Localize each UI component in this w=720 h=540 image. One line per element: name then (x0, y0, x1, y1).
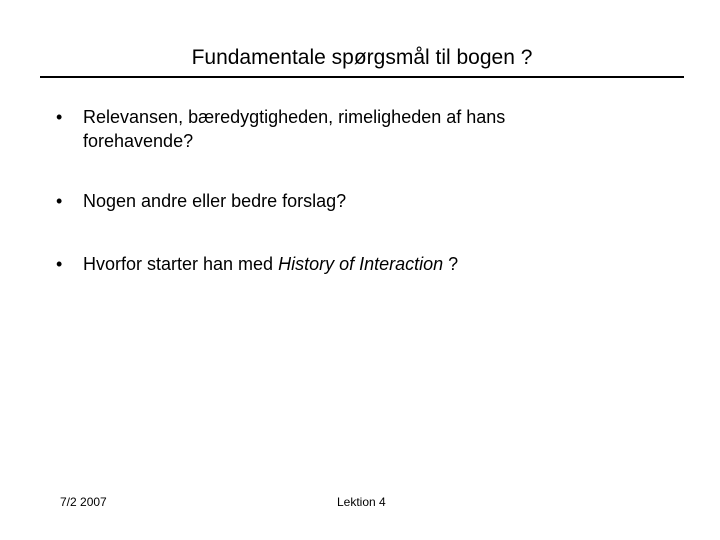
book-chapter-title: History of Interaction (278, 254, 444, 274)
bullet-text (56, 252, 616, 276)
bullet-item-relevance (56, 105, 616, 153)
bullet-dot: • (56, 254, 63, 274)
bullet-text-prefix: Hvorfor starter han med (83, 254, 279, 274)
bullet-text: Relevansen, bæredygtigheden, rimeligheden af hans forehavende? (83, 107, 506, 151)
bullet-dot: • (56, 191, 63, 211)
bullet-item-alternatives (56, 189, 616, 213)
footer-lesson: Lektion 4 (337, 495, 386, 509)
bullet-text: Nogen andre eller bedre forslag? (83, 191, 347, 211)
bullet-dot: • (56, 107, 63, 127)
slide-title: Fundamentale spørgsmål til bogen ? (191, 46, 533, 69)
bullet-text-suffix: ? (443, 254, 459, 274)
bullet-item-history (56, 252, 616, 276)
footer-date: 7/2 2007 (60, 495, 107, 509)
title-divider (40, 76, 684, 78)
